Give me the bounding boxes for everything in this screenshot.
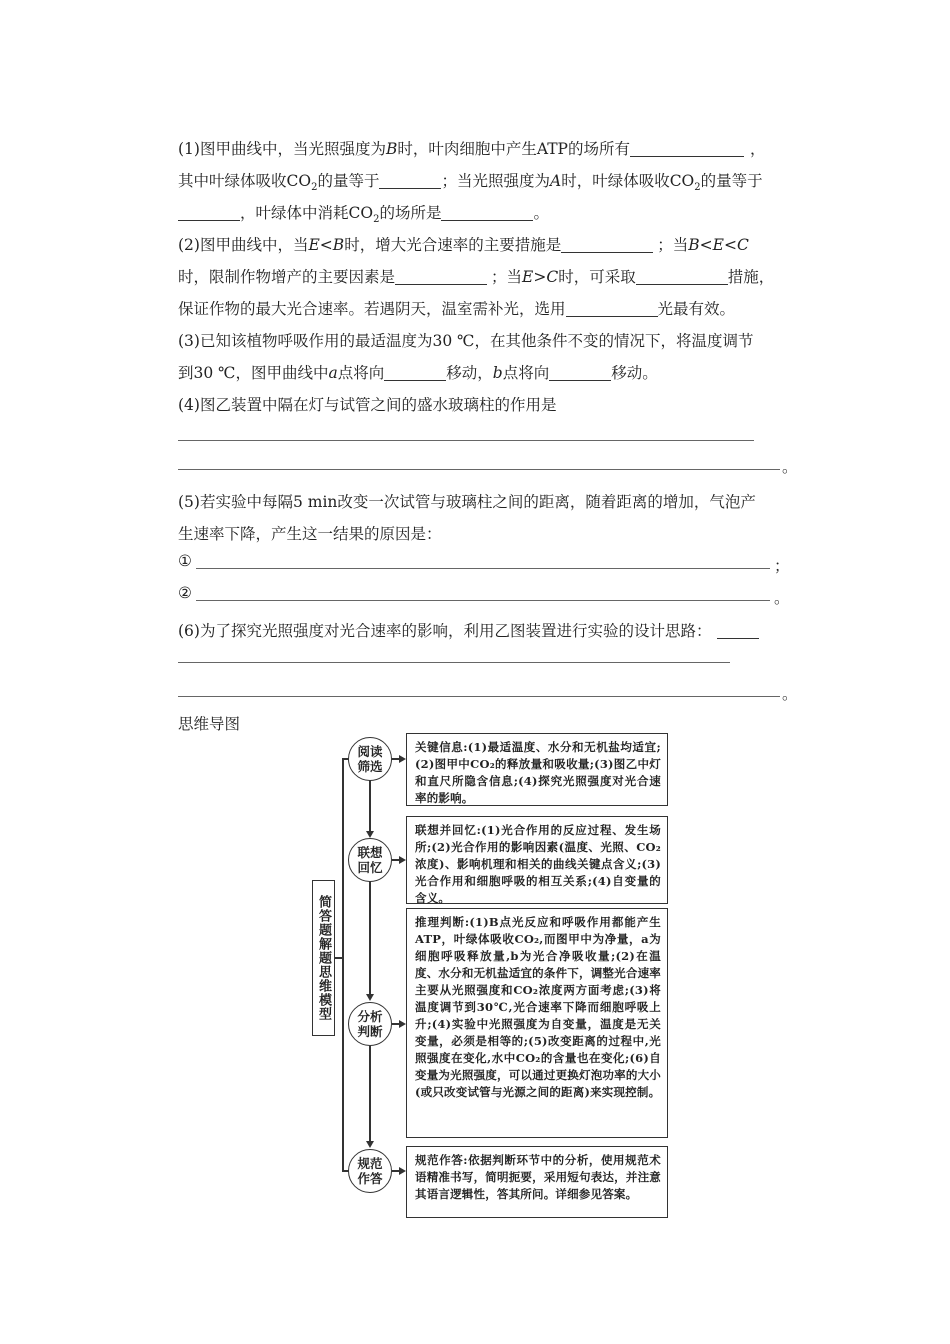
q2-text: 光最有效。: [657, 300, 736, 318]
q3-text: 点将向: [502, 364, 550, 382]
arrow-down-icon: [366, 831, 374, 838]
q2-text: ；当: [491, 268, 523, 286]
arrow-right-icon: [399, 856, 406, 864]
q6-text: (6)为了探究光照强度对光合速率的影响，利用乙图装置进行实验的设计思路：: [178, 622, 712, 640]
circled-number-1: ①: [178, 552, 192, 570]
answer-blank[interactable]: [384, 364, 446, 381]
mindmap-heading: 思维导图: [178, 715, 241, 733]
answer-blank[interactable]: [630, 140, 744, 157]
var-b: B: [385, 140, 398, 158]
symbol: <: [319, 236, 333, 254]
oval-analyze-judge: [348, 1002, 392, 1046]
var-b: B: [332, 236, 345, 254]
q2-text: 时，限制作物增产的主要因素是: [178, 268, 396, 286]
subscript: 2: [373, 214, 380, 226]
q4-line-1: [178, 394, 556, 416]
q2-line-3: [178, 298, 735, 320]
mindmap-diagram: [300, 728, 680, 1201]
answer-line[interactable]: [178, 469, 780, 470]
q2-line-2: [178, 266, 774, 288]
box-recall: [406, 816, 668, 904]
var-c: C: [546, 268, 559, 286]
answer-blank[interactable]: [549, 364, 611, 381]
subscript: 2: [694, 182, 701, 194]
q1-line-1: [178, 138, 766, 160]
symbol: >: [533, 268, 547, 286]
flow-line: [369, 1046, 371, 1142]
var-c: C: [736, 236, 749, 254]
q1-text: 的量等于: [317, 172, 380, 190]
var-e: E: [522, 268, 534, 286]
punct: ；: [774, 557, 790, 575]
q1-text: 的场所是: [379, 204, 442, 222]
q2-text: ；当: [657, 236, 689, 254]
punct: 。: [782, 685, 798, 703]
answer-blank[interactable]: [379, 172, 441, 189]
arrow-down-icon: [366, 994, 374, 1001]
answer-line[interactable]: [178, 696, 780, 697]
var-a: a: [328, 364, 338, 382]
var-e: E: [712, 236, 724, 254]
q2-line-1: [178, 234, 749, 256]
q1-text: ，叶绿体中消耗CO: [240, 204, 374, 222]
q1-line-2: [178, 170, 763, 199]
symbol: <: [723, 236, 737, 254]
q5-line-1: [178, 491, 756, 513]
var-b: B: [688, 236, 700, 254]
q5-text: (5)若实验中每隔5 min改变一次试管与玻璃柱之间的距离，随着距离的增加，气泡产: [178, 493, 756, 511]
punct: 。: [782, 458, 798, 476]
answer-blank[interactable]: [441, 204, 533, 221]
flow-line: [369, 880, 371, 995]
q3-line-2: [178, 362, 658, 384]
q2-text: 时，增大光合速率的主要措施是: [344, 236, 562, 254]
circled-number-2: ②: [178, 584, 192, 602]
oval-label: 联想回忆: [357, 845, 383, 875]
box-text: 关键信息:(1)最适温度、水分和无机盐均适宜;(2)图甲中CO₂的释放量和吸收量;(3)图乙中灯和直尺所隐含信息;(4)探究光照强度对光合速率的影响。: [415, 740, 661, 805]
box-text: 联想并回忆:(1)光合作用的反应过程、发生场所;(2)光合作用的影响因素(温度、光照、CO₂浓度)、影响机理和相关的曲线关键点含义;(3)光合作用和细胞呼吸的相互关系;(4)自变量的含义。: [415, 823, 661, 905]
q5-line-2: [178, 523, 442, 545]
q1-line-3: [178, 202, 549, 231]
q1-text: 时，叶肉细胞中产生ATP的场所有: [397, 140, 630, 158]
q3-text: 点将向: [337, 364, 385, 382]
arrow-down-icon: [366, 1141, 374, 1148]
oval-read-filter: [348, 737, 392, 781]
box-key-info: [406, 733, 668, 806]
q2-text: 时，可采取: [558, 268, 636, 286]
answer-blank[interactable]: [636, 268, 728, 285]
q1-text: 其中叶绿体吸收CO: [178, 172, 312, 190]
answer-blank[interactable]: [566, 300, 658, 317]
q3-text: 到30 ℃，图甲曲线中: [178, 364, 329, 382]
answer-blank[interactable]: [717, 622, 759, 639]
punct: 。: [533, 204, 549, 222]
q3-line-1: [178, 330, 753, 352]
var-b: b: [492, 364, 503, 382]
q3-text: 移动。: [611, 364, 658, 382]
oval-standard-answer: [348, 1149, 392, 1193]
oval-label: 分析判断: [357, 1009, 383, 1039]
mindmap-root: [312, 880, 335, 1036]
answer-blank[interactable]: [395, 268, 487, 285]
answer-line[interactable]: [178, 440, 754, 441]
connector: [342, 758, 344, 1170]
answer-line[interactable]: [178, 662, 730, 663]
q5-text: 生速率下降，产生这一结果的原因是：: [178, 525, 442, 543]
var-a: A: [549, 172, 562, 190]
box-answer: [406, 1146, 668, 1218]
root-label: 简答题解题思维模型: [316, 895, 331, 1021]
q3-text: 移动，: [446, 364, 493, 382]
arrow-right-icon: [399, 755, 406, 763]
punct: ，: [749, 140, 766, 158]
q6-line-1: [178, 620, 759, 642]
q2-text: (2)图甲曲线中，当: [178, 236, 309, 254]
q1-text: (1)图甲曲线中，当光照强度为: [178, 140, 386, 158]
q4-text: (4)图乙装置中隔在灯与试管之间的盛水玻璃柱的作用是: [178, 396, 557, 414]
box-reasoning: [406, 908, 668, 1138]
answer-blank[interactable]: [561, 236, 653, 253]
q1-text: 时，叶绿体吸收CO: [561, 172, 695, 190]
oval-label: 阅读筛选: [357, 744, 383, 774]
answer-line[interactable]: [196, 600, 770, 601]
box-text: 推理判断:(1)B点光反应和呼吸作用都能产生ATP，叶绿体吸收CO₂,而图甲中为净量，a为细胞呼吸释放量,b为光合净吸收量;(2)在温度、水分和无机盐适宜的条件下，调整光合速率主要从光照强度和CO₂浓度两方面考虑;(3)将温度调节到30℃,光合速率下降而细胞呼吸上升;(4)实验中光照强度为自变量，温度是无关变量，必须是相等的;(5)改变距离的过程中,光照强度在变化,水中CO₂的含量也在变化;(6)自变量为光照强度，可以通过更换灯泡功率的大小(或只改变试管与光源之间的距离)来实现控制。: [415, 915, 661, 1099]
arrow-right-icon: [399, 1167, 406, 1175]
q3-text: (3)已知该植物呼吸作用的最适温度为30 ℃，在其他条件不变的情况下，将温度调节: [178, 332, 754, 350]
answer-line[interactable]: [196, 568, 770, 569]
subscript: 2: [311, 182, 318, 194]
oval-label: 规范作答: [357, 1156, 383, 1186]
punct: 。: [774, 589, 790, 607]
q2-text: 措施，: [727, 268, 775, 286]
symbol: <: [699, 236, 713, 254]
var-e: E: [308, 236, 320, 254]
oval-associate-recall: [348, 838, 392, 882]
arrow-right-icon: [399, 1020, 406, 1028]
flow-line: [369, 780, 371, 832]
q1-text: ；当光照强度为: [441, 172, 550, 190]
q1-text: 的量等于: [700, 172, 763, 190]
answer-blank[interactable]: [178, 204, 240, 221]
q2-text: 保证作物的最大光合速率。若遇阴天，温室需补光，选用: [178, 300, 566, 318]
connector: [334, 957, 342, 959]
box-text: 规范作答:依据判断环节中的分析，使用规范术语精准书写，简明扼要，采用短句表达，并注意其语言逻辑性，答其所问。详细参见答案。: [415, 1153, 661, 1201]
